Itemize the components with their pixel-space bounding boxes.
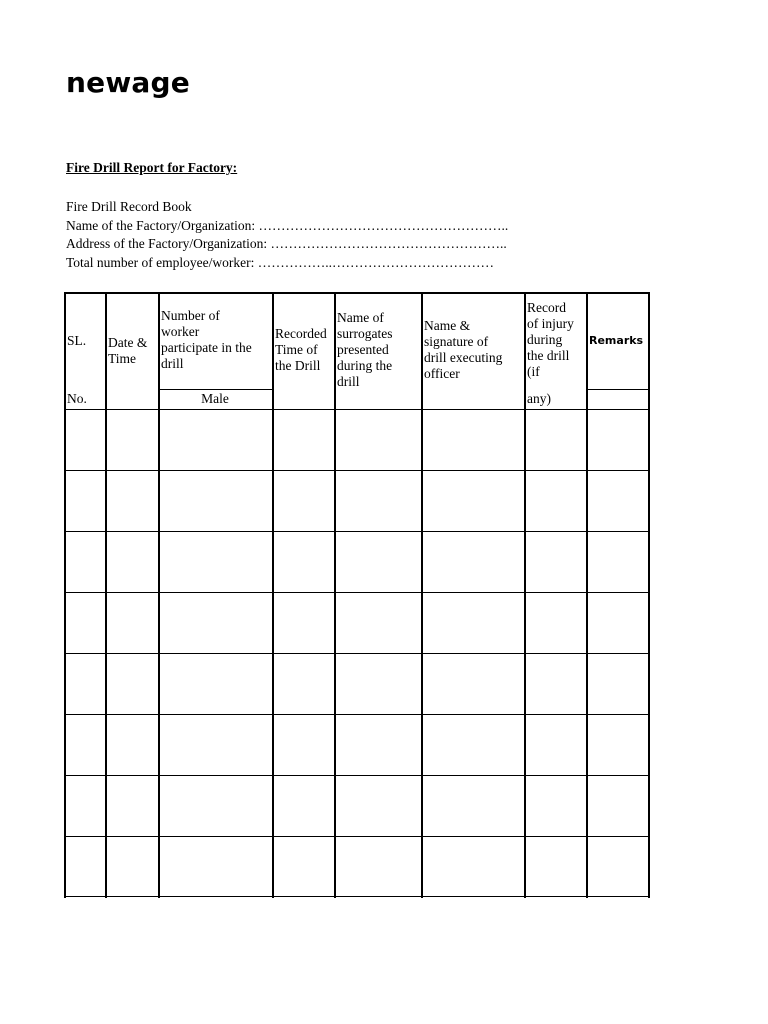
table-col-divider: [272, 292, 274, 898]
table-row-separator: [64, 592, 650, 593]
header-text-line: Name &: [424, 318, 471, 333]
report-title: Fire Drill Report for Factory:: [66, 160, 238, 175]
factory-name-line: Name of the Factory/Organization: ………………………………………………..: [66, 217, 509, 233]
header-injury-any: any): [527, 391, 551, 406]
header-sl: SL.: [67, 333, 87, 348]
table-col-divider: [524, 292, 526, 898]
fire-drill-table: [64, 292, 650, 898]
header-text-line: Name of: [337, 310, 384, 325]
header-text-line: Time of: [275, 342, 318, 357]
header-text-line: presented: [337, 342, 389, 357]
header-date-time: [108, 335, 147, 367]
header-remarks: Remarks: [589, 334, 644, 347]
table-row-separator: [64, 714, 650, 715]
header-text-line: worker: [161, 324, 200, 339]
info-block: [66, 198, 508, 272]
table-border-bottom: [64, 896, 650, 897]
brand-logo: newage: [66, 66, 190, 99]
header-officer: [424, 318, 502, 382]
table-border-left: [64, 292, 66, 898]
header-recorded-time: [275, 326, 327, 374]
header-text-line: the Drill: [275, 358, 321, 373]
total-employees-line: Total number of employee/worker: ……………..………………………………: [66, 254, 494, 270]
header-text-line: drill: [337, 374, 360, 389]
header-male: Male: [201, 391, 229, 406]
header-text-line: Recorded: [275, 326, 327, 341]
table-col-divider: [586, 292, 588, 898]
header-text-line: surrogates: [337, 326, 393, 341]
header-text-line: signature of: [424, 334, 489, 349]
header-text-line: officer: [424, 366, 460, 381]
table-row-separator: [64, 775, 650, 776]
header-bottom-line: [64, 409, 650, 410]
header-text-line: Record: [527, 300, 566, 315]
factory-address-line: Address of the Factory/Organization: ……………………………………………..: [66, 236, 507, 252]
table-row-separator: [64, 836, 650, 837]
header-subline: [158, 389, 272, 390]
table-col-divider: [158, 292, 160, 898]
table-border-right: [648, 292, 650, 898]
header-text-line: participate in the: [161, 340, 252, 355]
header-text-line: (if: [527, 364, 540, 379]
header-text-line: Time: [108, 351, 137, 366]
header-text-line: Date &: [108, 335, 148, 350]
header-text-line: Number of: [161, 308, 220, 323]
header-text-line: of injury: [527, 316, 574, 331]
header-subline: [586, 389, 650, 390]
table-border-top: [64, 292, 650, 294]
header-workers: [161, 308, 252, 372]
header-text-line: drill: [161, 356, 184, 371]
table-row-separator: [64, 531, 650, 532]
table-col-divider: [334, 292, 336, 898]
table-col-divider: [421, 292, 423, 898]
table-row-separator: [64, 470, 650, 471]
header-text-line: the drill: [527, 348, 570, 363]
table-col-divider: [105, 292, 107, 898]
header-surrogates: [337, 310, 392, 390]
table-row-separator: [64, 653, 650, 654]
record-book-line: Fire Drill Record Book: [66, 199, 192, 214]
header-text-line: during: [527, 332, 563, 347]
header-text-line: drill executing: [424, 350, 503, 365]
header-sl-no: No.: [67, 391, 87, 406]
header-injury: [527, 300, 574, 380]
header-text-line: during the: [337, 358, 393, 373]
